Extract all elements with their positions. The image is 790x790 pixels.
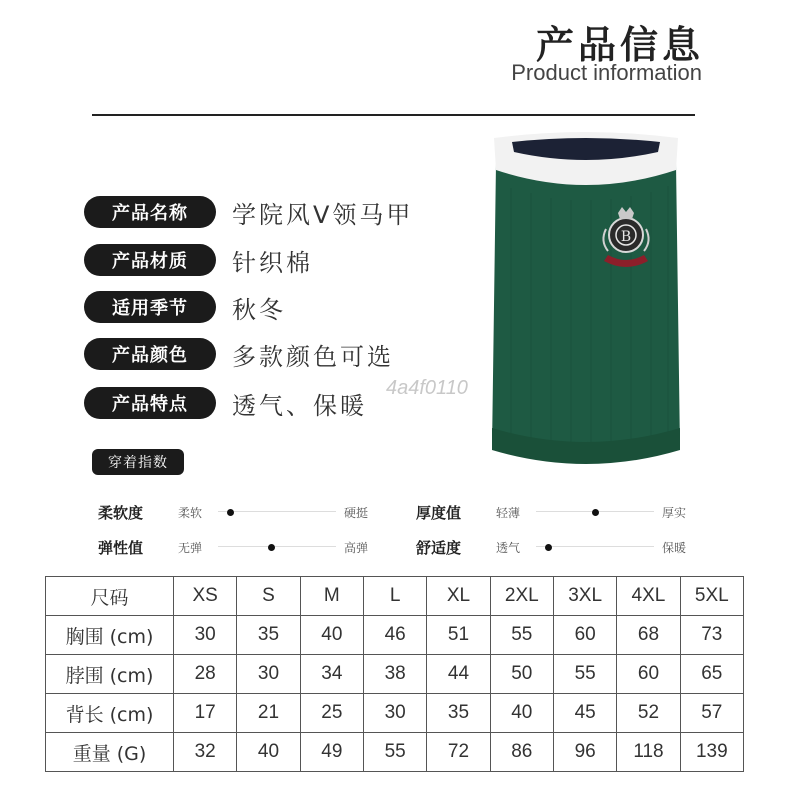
attr-row-material [84,244,313,276]
attr-value: 学院风V领马甲 [232,200,414,229]
table-cell: 28 [174,655,237,694]
table-cell: 57 [680,694,743,733]
scale-softness [98,502,368,522]
table-cell: 96 [553,733,616,772]
scale-name: 舒适度 [416,538,462,557]
table-row [46,733,744,772]
table-row [46,694,744,733]
attr-row-season [84,291,286,323]
table-cell: XS [174,577,237,616]
scale-left-label: 透气 [496,540,521,555]
attr-value: 多款颜色可选 [232,342,394,371]
table-cell: 68 [617,616,680,655]
attr-label: 产品名称 [84,196,216,228]
table-cell: 17 [174,694,237,733]
table-cell: 65 [680,655,743,694]
scale-right-label: 保暖 [662,540,687,555]
table-row-label: 重量 (G) [46,733,174,772]
table-row [46,655,744,694]
attr-value: 针织棉 [232,248,313,277]
attr-value: 秋冬 [232,295,286,324]
table-cell: 32 [174,733,237,772]
scale-dot [227,509,234,516]
scale-left-label: 柔软 [178,505,203,520]
watermark-text: 4a4f0110 [386,377,468,399]
table-cell: 4XL [617,577,680,616]
table-cell: 40 [300,616,363,655]
table-cell: 35 [427,694,490,733]
table-cell: 30 [174,616,237,655]
scale-name: 厚度值 [416,503,462,522]
table-cell: 72 [427,733,490,772]
table-cell: 46 [363,616,426,655]
attr-row-name [84,196,413,228]
attr-label: 产品特点 [84,387,216,419]
svg-text:B: B [620,229,632,245]
scale-name: 柔软度 [98,503,144,522]
table-cell: 30 [237,655,300,694]
table-row [46,616,744,655]
table-cell: 55 [363,733,426,772]
table-cell: 52 [617,694,680,733]
attr-value: 透气、保暖 [232,391,367,420]
table-cell: 21 [237,694,300,733]
table-cell: 139 [680,733,743,772]
table-cell: 49 [300,733,363,772]
size-table [45,576,744,772]
table-cell: XL [427,577,490,616]
table-cell: 38 [363,655,426,694]
page-title-en: Product information [511,60,702,85]
page-title-cn: 产品信息 [535,23,704,67]
attr-label: 产品材质 [84,244,216,276]
table-cell: 3XL [553,577,616,616]
table-cell: 60 [553,616,616,655]
table-cell: 60 [617,655,680,694]
table-row-label: 尺码 [46,577,174,616]
scale-track [536,537,654,557]
scale-name: 弹性值 [98,538,144,557]
wear-index-tag: 穿着指数 [92,449,184,475]
scale-elasticity [98,537,368,557]
table-header-row [46,577,744,616]
scale-right-label: 硬挺 [344,505,369,520]
title-divider [92,114,695,116]
scale-track [218,502,336,522]
table-cell: 40 [237,733,300,772]
scale-thickness [416,502,686,522]
scale-dot [268,544,275,551]
table-cell: 50 [490,655,553,694]
table-cell: S [237,577,300,616]
table-cell: 45 [553,694,616,733]
scale-track [218,537,336,557]
table-cell: 25 [300,694,363,733]
scale-left-label: 无弹 [178,540,203,555]
table-cell: 55 [490,616,553,655]
table-cell: 35 [237,616,300,655]
scale-dot [592,509,599,516]
scale-comfort [416,537,686,557]
table-cell: 30 [363,694,426,733]
table-row-label: 脖围 (cm) [46,655,174,694]
table-cell: M [300,577,363,616]
scale-right-label: 高弹 [344,540,369,555]
table-cell: 5XL [680,577,743,616]
table-cell: L [363,577,426,616]
table-cell: 55 [553,655,616,694]
attr-row-color [84,338,394,370]
table-cell: 51 [427,616,490,655]
table-cell: 118 [617,733,680,772]
table-cell: 44 [427,655,490,694]
table-cell: 40 [490,694,553,733]
table-cell: 73 [680,616,743,655]
attr-label: 适用季节 [84,291,216,323]
table-cell: 86 [490,733,553,772]
scale-track [536,502,654,522]
attr-label: 产品颜色 [84,338,216,370]
table-cell: 2XL [490,577,553,616]
vest-product-image [486,128,686,473]
scale-right-label: 厚实 [662,505,687,520]
table-row-label: 背长 (cm) [46,694,174,733]
table-row-label: 胸围 (cm) [46,616,174,655]
scale-dot [545,544,552,551]
table-cell: 34 [300,655,363,694]
attr-row-features [84,387,367,419]
scale-left-label: 轻薄 [496,505,521,520]
